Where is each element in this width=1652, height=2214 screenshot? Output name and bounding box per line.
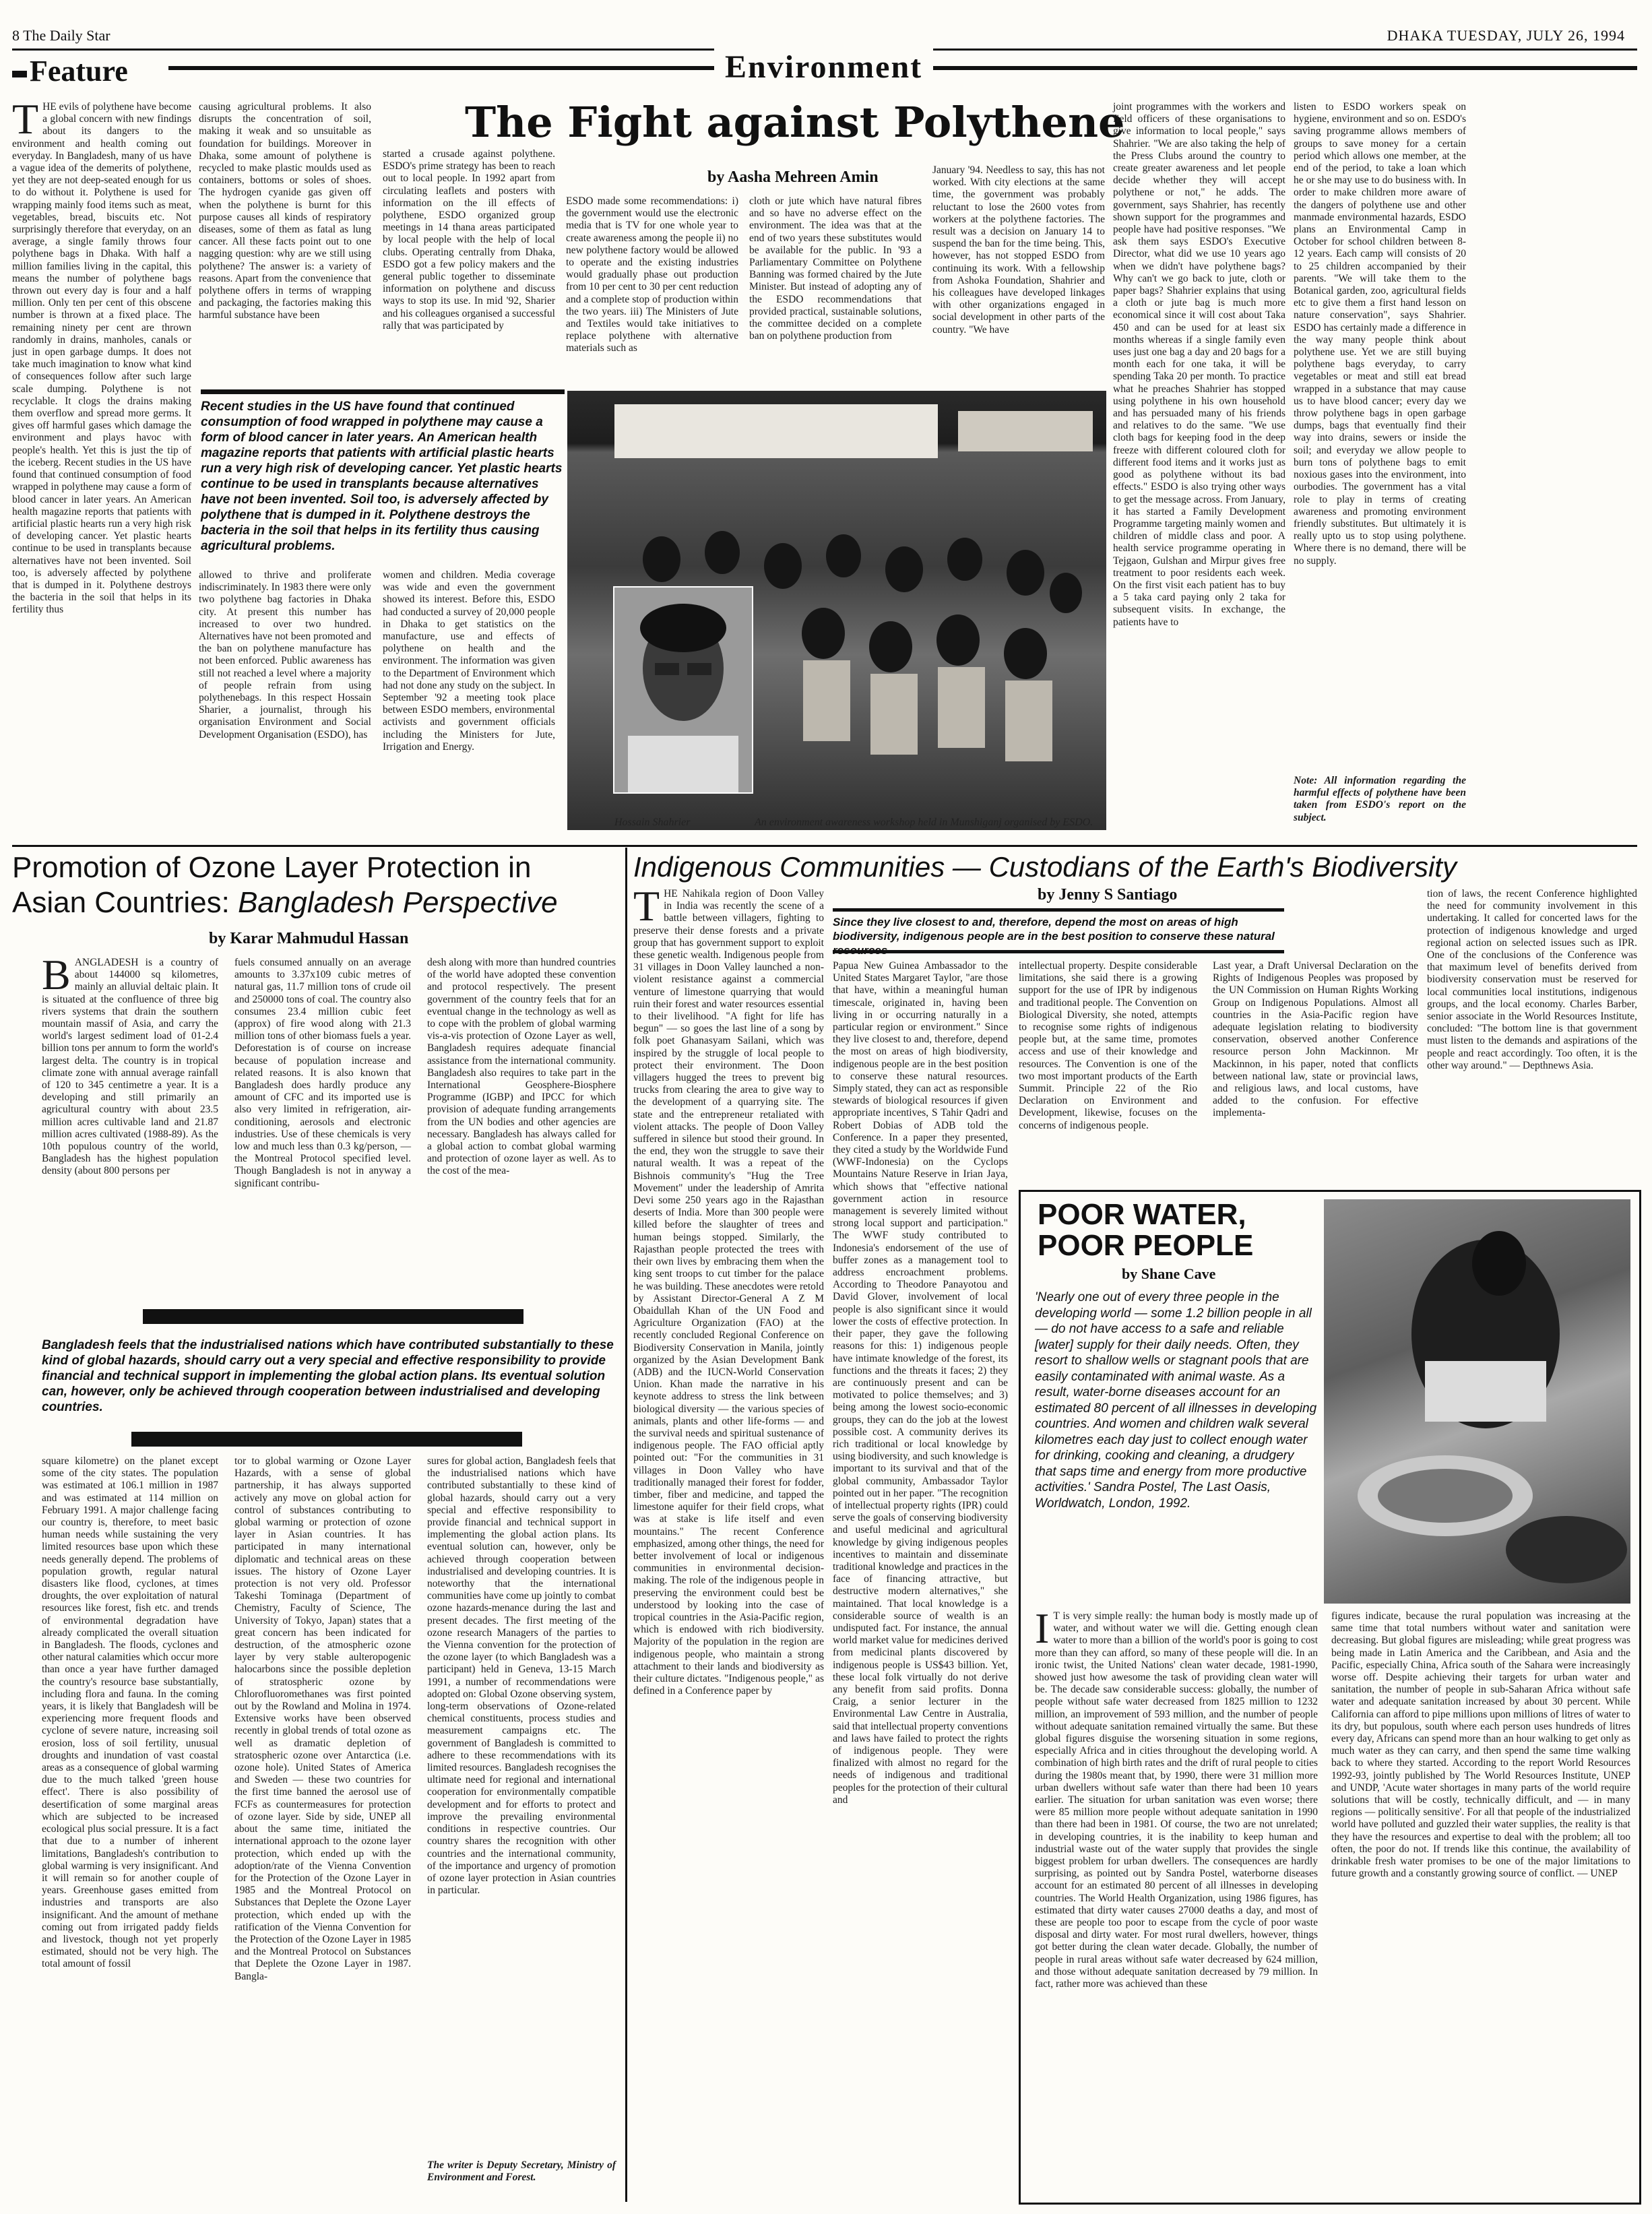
ozone-col-1 [42,951,218,1297]
feature-label [12,54,128,88]
ozone-footer-note: The writer is Deputy Secretary, Ministry of Environment and Forest. [427,2159,616,2184]
polythene-col-8: listen to ESDO workers speak on hygiene, environment and so on. ESDO's saving programme allows members of groups to save money for a certain period which allows one member, at the end of the period, to take a loan which he or she may use to do business with. In order to make children more aware of the dangers of polythene use and other manmade environmental hazards, ESDO plans an Environmental Camp in October for school children between 8-12 years. Each camp will consists of 20 to 25 children accompanied by their parents. "We will take them to the Botanical garden, zoo, agricultural fields etc to give them a first hand lesson on nature conservation", says Shahrier. ESDO has certainly made a difference in the way many people think about polythene use. Yet we are still buying polythene bags everyday, to carry vegetables or meat and still eat bread wrapped in a substance that may cause us to have blood cancer; every day we throw polythene bags in open garbage dumps, bags that eventually find their way into drains, sewers or inside the soil; and everyday we allow people to burn tons of polythene bags to emit noxious gases into the environment, into ourbodies. The government has a vital role to play in terms of creating awareness and promoting environment friendly substitutes. But ultimately it is really upto us to stop using polythene. Where there is no demand, there will be no supply. [1294,101,1466,567]
ozone-col-1-text: ANGLADESH is a country of about 144000 sq kilometres, mainly an alluvial deltaic plain. It is situated at the confluence of three big rivers systems that drain the southern mountain massif of Asia, and carry the world's largest sediment load of 01-2.4 billion tons per annum to form the world's largest delta. The country is in tropical climate zone with annual average rainfall of 120 to 345 centimetre a year. It is a developing and still primarily an agricultural country with about 23.5 million acres cultivable land and 21.87 million acres cultivated (1988-89). As the 10th populous country of the world, Bangladesh has the highest population density (about 800 persons per [42,957,218,1177]
dropcap: T [12,95,39,143]
dateline: DHAKA TUESDAY, JULY 26, 1994 [1387,27,1625,44]
water-col-2: figures indicate, because the rural population was increasing at the same time that total numbers without water and sanitation were decreasing. But global figures are misleading; while great progress was being made in Latin America and the Caribbean, and Asia and the Pacific, especially China, Africa south of the Sahara were increasingly worse off. Despite achieving their targets for urban water and sanitation, the number of people in sub-Saharan Africa without safe water and adequate sanitation increased by about 30 percent. While California can afford to pipe millions upon millions of litres of water to its dry, but populous, south where each person uses hundreds of litres every day, Africans can spend more than an hour walking to get only as much water as they can carry, and then spend the same time walking back to where they started. According to the report World Resources 1992-93, jointly published by The World Resources Institute, UNEP and UNDP, 'Acute water shortages in many parts of the world require solutions that will be costly, technically difficult, and — in many regions — politically sensitive'. For all that people of the industrialized world have polluted and guzzled their water supplies, the reality is that they have the resources and expertise to deal with the problem; all too often, the poor do not. If trends like this continue, the availability of drinkable fresh water promises to be one of the major limitations to future growth and a constantly growing source of conflict. — UNEP [1331,1610,1630,1880]
indigenous-col-5: tion of laws, the recent Conference highlighted the need for community involvement in this undertaking. It called for concerted laws for the protection of indigenous knowledge and urged regional action on selected issues such as IPR. One of the conclusions of the Conference was that maximum level of benefits derived from biodiversity conservation must be reserved for local communities local institutions, indigenous groups, and the local economy. Charles Barber, senior associate in the World Resources Institute, concluded: "The bottom line is that government must listen to the demands and aspirations of the people and react accordingly. Too often, it is the other way around." — Depthnews Asia. [1427,888,1637,1071]
ozone-headline-line1: Promotion of Ozone Layer Protection in [12,851,532,884]
polythene-col-1-text: HE evils of polythene have become a global concern with new findings about its dangers to the environment and health coming out everyday. In Bangladesh, many of us have a vague idea of the demerits of polythene, yet they are not deep-seated enough for us to do without it. Polythene is used for wrapping mainly food items such as meat, vegetables, bread, biscuits etc. Not surprisingly therefore that everyday, on an average, a single family throws four polythene bags in Dhaka. With half a million families living in the capital, this means the number of polythene bags thrown out every day is four and a half million. Only ten per cent of this obscene number is thrown at a fixed place. The remaining ninety per cent are thrown randomly in drains, manholes, canals or just in open garbage dumps. It does not take much imagination to know what kind of consequences follow after such large scale dumping. Polythene is not recyclable. It clogs the drains making them overflow and spread more germs. It gives off harmful gases which damage the environment and plays havoc with people's health. Yet this is just the tip of the iceberg. Recent studies in the US have found that continued consumption of food wrapped in polythene may cause a form of blood cancer in later years. An American health magazine reports that patients with artificial plastic hearts run a very high risk of developing cancer. Yet plastic hearts continue to be used in transplants because alternatives have not been invented. Soil too, is adversely affected by polythene that is dumped in it. Polythene destroys the bacteria in the soil that helps in its fertility thus [12,101,191,616]
ozone-col-5: tor to global warming or Ozone Layer Hazards, with a sense of global partnership, it has always supported actively any move on global action for control of substances contributing to global warming or protection of ozone layer in Asian countries. It has participated in many international diplomatic and technical areas on these issues. The history of Ozone Layer protection is not very old. Professor Takeshi Tominaga (Department of Chemistry, Faculty of Science, The University of Tokyo, Japan) states that a great concern has been indicated for destruction, of the atmospheric ozone layer by very stable aulteropogenic halocarbons since the possible depletion of stratospheric ozone by Chlorofluoromethanes was first pointed out by the Rowland and Molina in 1974. Extensive works have been observed recently in global trends of total ozone as well as dramatic depletion of stratospheric ozone over Antarctica (i.e. ozone hole). United States of America and Sweden — these two countries for the first time banned the aerosol use of FCFs as countermeasures for protection of ozone layer. Side by side, UNEP all about the same time, initiated the international approach to the ozone layer protection, which ended up with the adoption/rate of the Vienna Convention for the Protection of the Ozone Layer in 1985 and the Montreal Protocol on Substances that Deplete the Ozone Layer protection, which ended up with the ratification of the Vienna Convention for the Protection of the Ozone Layer in 1985 and the Montreal Protocol on Substances that Deplete the Ozone Layer in 1987. Bangla- [234,1455,411,1982]
ozone-headline-part-a: Asian Countries: [12,886,239,919]
indigenous-dropcap: T [633,882,660,930]
polythene-col-6: January '94. Needless to say, this has not worked. With city elections at the same time, the government was probably reluctant to lose the 2600 votes from workers at the polythene factories. The result was a decision on January 14 to suspend the ban for the time being. This, however, has not stopped ESDO from continuing its work. With a fellowship from Ashoka Foundation, Shahrier and his colleagues have developed linkages with other organizations engaged in social development in other parts of the country. "We have [932,164,1105,336]
water-photo [1324,1199,1630,1604]
indigenous-col-1-text: HE Nahikala region of Doon Valley in India was recently the scene of a battle between villagers, fighting to preserve their dense forests and a private group that has government support to exploit these genetic wealth. Indigenous people from 31 villages in Doon Valley launched a non-violent resistance against a commercial venture of limestone quarrying that would ruin their forest and water resources essential to their livelihood. "A fight for life has begun" — so goes the last line of a song by folk poet Ghanasyam Sailani, which was inspired by the struggle of local people to protect their environment. The Doon villagers hugged the trees to prevent big trucks from clearing the area to give way to the development of a quarrying site. The state and the entrepreneur retaliated with violent attacks. The people of Doon Valley suffered in silence but stood their ground. In the end, they won the struggle to save their natural wealth. It was a repeat of the Bishnois community's "Hug the Tree Movement" under the leadership of Amrita Devi some 250 years ago in the Rajasthan deserts of India. More than 300 people were killed before the slaughter of trees and human beings stopped. Similarly, the Rajasthan people protected the trees with their own lives by embracing them when the king sent troops to cut timber for the palace he was building. These anecdotes were retold by Assistant Director-General A Z M Obaidullah Khan of the UN Food and Agriculture Organization (FAO) at the recently concluded Regional Conference on Biodiversity Conservation in Manila, jointly organized by the Asian Development Bank (ADB) and the IUCN-World Conservation Union. Khan made the narrative in his keynote address to stress the link between biological diversity — the various species of animals, plants and other life-forms — and the survival needs and spiritual sustenance of indigenous people. The FAO official aptly pointed out: "For the communities in 31 villages in Doon Valley who have traditionally managed their forest for fodder, timber, fiber and medicine, and tapped the limestone aquifer for their field crops, what was at stake is life itself and even mountains." The recent Conference emphasized, among other things, the need for better involvement of local or indigenous communities in environmental decision-making. The role of the indigenous people in preserving the environment could best be understood by looking into the case of tropical countries in the Asia-Pacific region, which is endowed with rich biodiversity. Majority of the population in the region are indigenous people, who maintain a strong attachment to their lands and biodiversity as their culture dictates. "Indigenous people," as defined in a Conference paper by [633,888,824,1697]
ozone-headline [12,850,625,920]
polythene-col-5: cloth or jute which have natural fibres and so have no adverse effect on the environment. The idea was that at the end of two years these substitutes would be available for the public. In '93 a Parliamentary Committee on Polythene Banning was formed chaired by the Jute Minister. But instead of adopting any of the ESDO recommendations that provided practical, sustainable solutions, the committee decided on a complete ban on polythene production from [749,195,922,342]
feature-bar-icon [12,71,27,77]
ozone-col-3: desh along with more than hundred countries of the world have adopted these convention and protocol respectively. The present government of the country feels that for an eventual change in the technology as well as to cope with the problem of global warming vis-a-vis protection of Ozone Layer as well, Bangladesh requires adequate financial assistance from the international community. Bangladesh also requires to take part in the International Geosphere-Biosphere Programme (IGBP) and IPCC for which provision of adequate funding arrangements from the UN bodies and other agencies are necessary. Bangladesh has always called for a global action to combat global warming and protection of ozone layer as well. As to the cost of the mea- [427,957,616,1177]
ozone-headline-part-b: Bangladesh Perspective [238,886,558,919]
ozone-pull-quote: Bangladesh feels that the industrialised nations which have contributed substantially to these kind of global hazards, should carry out a very special and effective responsibility to provide financial and technical support in implementing the global action plans. Its eventual solution can, however, only be achieved through cooperation between industrialised and developing countries. [42,1338,614,1414]
indigenous-col-2: Papua New Guinea Ambassador to the United States Margaret Taylor, "are those that have, within a meaningful human timescale, originated in, having been living in or occurring naturally in a particular region or environment." Since they live closest to and, therefore, depend the most on areas of high biodiversity, indigenous people are in the best position to conserve these natural resources. Simply stated, they can act as responsible stewards of biological resources if given appropriate incentives, S Tahir Qadri and Robert Dobias of ADB told the Conference. In a paper they presented, they cited a study by the Worldwide Fund (WWF-Indonesia) on the Cyclops Mountains Nature Reserve in Irian Jaya, which shows that "effective national government action in resource management is severely limited without strong local support and participation." The WWF study contributed to Indonesia's endorsement of the use of buffer zones as a management tool to address encroachment problems. According to Theodore Panayotou and David Glover, involvement of local people is also significant since it would lower the costs of effective protection. In their paper, they gave the following reasons for this: 1) indigenous people have intimate knowledge of the forest, its functions and the threats it faces; 2) they are continuously present and can be motivated to police themselves; and 3) being among the lowest socio-economic groups, they can do the job at the lowest possible cost. A community derives its rich traditional or local knowledge by using biodiversity, and such knowledge is important to its survival and that of the global community, Ambassador Taylor pointed out in her paper. "The recognition of intellectual property rights (IPR) could serve the goals of conserving biodiversity and useful medicinal and agricultural knowledge by giving indigenous peoples incentives to maintain and disseminate traditional knowledge and practices in the face of financing attractive, but destructive modern alternatives," she maintained. That local knowledge is a considerable source of wealth is an undisputed fact. For instance, the annual world market value for medicines derived from medicinal plants discovered by indigenous people is US$43 billion. Yet, these local folk virtually do not derive any benefit from said profits. Donna Craig, a senior lecturer in the Environmental Law Centre in Australia, said that intellectual property conventions and laws have failed to protect the rights of indigenous people. They were finalized with almost no regard for the needs of indigenous and traditional peoples for the protection of their cultural and [833,960,1008,1806]
polythene-headline: The Fight against Polythene [465,98,1125,147]
column-divider [625,848,627,2202]
ozone-dropcap: B [42,951,71,999]
ozone-pull-bottom-bar [131,1432,522,1447]
pull-quote-top-rule [201,389,565,394]
polythene-col-1 [12,95,191,841]
section-label: Environment [714,49,933,86]
water-quote: 'Nearly one out of every three people in the developing world — some 1.2 billion people in all — do not have access to a safe and reliable [water] supply for their daily needs. Often, they resort to shallow wells or stagnant pools that are easily contaminated with animal waste. As a result, water-borne diseases account for an estimated 80 percent of all illnesses in developing countries. And women and children walk several kilometres each day just to collect enough water for drinking, cooking and cleaning, a drudgery that saps time and energy from more productive activities.' Sandra Postel, The Last Oasis, Worldwatch, London, 1992. [1035,1290,1317,1511]
portrait-photo [613,586,753,794]
water-headline [1038,1199,1253,1261]
ozone-col-2: fuels consumed annually on an average amounts to 3.37x109 cubic metres of natural gas, 11.7 million tons of crude oil and 250000 tons of coal. The country also consumes 23.4 million cubic feet (approx) of fire wood along with 21.3 million tons of other biomass fuels a year. Deforestation is of course on increase because of population increase and related reasons. It is also known that Bangladesh does hardly produce any amount of CFC and its imported use is also very limited in refrigeration, air-conditioning, aerosols and electronic industries. Use of these chemicals is very low and much less than 0.3 kg/person, — the Montreal Protocol specified level. Though Bangladesh is not in anyway a significant contribu- [234,957,411,1189]
water-col-1-text: T is very simple really: the human body is mostly made up of water, and without water we will die. Getting enough clean water to more than a billion of the world's poor is going to cost more than they can afford, so many of these people will die. In an ironic twist, the United Nations' clean water decade, 1981-1990, showed just how awesome the task of providing clean water will be. The decade saw considerable success: globally, the number of people without safe water decreased from 1825 million to 1232 million, an improvement of 593 million, and the number of people without adequate sanitation remained virtually the same. But these global figures disguise the worsening situation in some regions, especially Africa and in cities throughout the developing world. A combination of high birth rates and the drift of rural people to cities during the 1980s meant that, by 1990, there were 31 million more urban dwellers without safe water than there had been 10 years earlier. The situation for urban sanitation was even worse; there were 85 million more people without adequate sanitation in 1990 than there had been in 1981. Of course, the two are not unrelated; in developing countries, it is the inability to keep human and industrial waste out of the water supply that provides the single biggest problem for urban dwellers. The consequences are hardly surprising, as pointed out by Sandra Postel, waterborne diseases account for an estimated 80 percent of all illnesses in developing countries. The World Health Organization, using 1986 figures, has estimated that dirty water causes 27000 deaths a day, and most of these are people too poor to escape from the cycle of poor waste disposal and dirty water. For most rural dwellers, however, things got better during the clean water decade. Globally, the number of people in rural areas without safe water decreased by 624 million, and those without adequate sanitation decreased by 79 million. In fact, rather more was achieved than these [1035,1610,1318,1990]
portrait-photo-art [614,588,752,792]
indigenous-col-3: intellectual property. Despite considerable limitations, she said there is a growing support for the use of IPR by indigenous and traditional people. The Convention on Biological Diversity, she noted, attempts to recognise some rights of indigenous people but, at the same time, promotes access and use of their knowledge and resources. The Convention is one of the two most important products of the Earth Summit. Principle 22 of the Rio Declaration on Environment and Development, likewise, focuses on the concerns of indigenous people. [1019,960,1197,1131]
polythene-pull-quote: Recent studies in the US have found that continued consumption of food wrapped in polythene may cause a form of blood cancer in later years. An American health magazine reports that patients with artificial plastic hearts run a very high risk of developing cancer. Yet plastic hearts continue to be used in transplants because alternatives have not been invented. Soil too, is adversely affected by polythene that is dumped in it. Polythene destroys the bacteria in the soil that helps in its fertility thus causing agricultural problems. [201,400,563,553]
indigenous-pull-bottom-rule [833,950,1284,953]
water-col-1 [1035,1604,1318,2196]
ozone-byline: by Karar Mahmudul Hassan [209,930,409,947]
polythene-col-3: started a crusade against polythene. ESDO's prime strategy has been to reach out to local people. In 1992 apart from circulating leaflets and posters with information on the ill effects of polythene, ESDO organized group meetings in 14 thana areas participated by local people with the help of local clubs. Operating centrally from Dhaka, ESDO got a few policy makers and the general public together to disseminate information on polythene and discuss ways to stop its use. In mid '92, Sharier and his colleagues organised a successful rally that was participated by [383,148,555,331]
water-dropcap: I [1035,1604,1050,1652]
feature-text: Feature [30,55,128,88]
polythene-col-2b: allowed to thrive and proliferate indiscriminately. In 1983 there were only two polythene bag factories in Dhaka city. At present this number has increased to over two hundred. Alternatives have not been promoted and the ban on polythene manufacture has not been enforced. Public awareness has still not reached a level where a majority of people refrain from using polythenebags. In this respect Hossain Sharier, a journalist, through his organisation Environment and Social Development Organisation (ESDO), has [199,569,371,740]
ozone-pull-top-bar [143,1309,523,1324]
indigenous-pull-quote: Since they live closest to and, therefore, depend the most on areas of high biodiversity, indigenous people are in the best position to conserve these natural [833,916,1275,943]
indigenous-col-1 [633,882,824,2201]
mid-rule [12,845,1637,847]
indigenous-byline: by Jenny S Santiago [1038,886,1178,904]
polythene-col-2: causing agricultural problems. It also disrupts the concentration of soil, making it weak and so unsuitable as foundation for buildings. Moreover in Dhaka, some amount of polythene is recycled to make plastic moulds used as containers, bottoms or soles of shoes. The hydrogen cyanide gas given off when the polythene is burnt for this purpose causes all kinds of respiratory diseases, some of them as fatal as lung cancer. All these facts point out to one nagging question: why are we still using polythene? The answer is: a variety of reasons. Apart from the convenience that polythene offers in terms of wrapping and packaging, the factories making this harmful substance have been [199,101,371,321]
indigenous-pull-top-rule [833,908,1284,912]
ozone-col-4: square kilometre) on the planet except some of the city states. The population was estimated at 106.1 million in 1987 and was estimated at 114 million on February 1991. A major challenge facing our country is, therefore, to meet basic human needs while sustaining the very limited resources base upon which these needs generally depend. The problems of population growth, regular natural disasters like flood, cyclones, at times droughts, the over exploitation of natural resources like forest, fish etc. and trends of environmental degradation have already complicated the overall situation in Bangladesh. The floods, cyclones and other natural calamities which occur more than once a year have further damaged the country's resource base substantially, including flora and fauna. In the coming years, it is likely that Bangladesh will be experiencing more frequent floods and cyclone of severe nature, increasing soil erosion, loss of soil fertility, unusual droughts and inundation of vast coastal areas as a consequence of global warming due to the much talked 'green house effect'. There is also possibility of desertification of some marginal areas which are subjected to be increased ecological plus social pressure. It is a fact that due to a number of inherent limitations, Bangladesh's contribution to global warming is very insignificant. And it will remain so for another couple of years. Greenhouse gases emitted from industries and transports are also insignificant. And the amount of methane coming out from irrigated paddy fields and livestock, though not yet properly estimated, should not be very high. The total amount of fossil [42,1455,218,1970]
polythene-col-3b: women and children. Media coverage was wide and even the government showed its interest. Before this, ESDO had conducted a survey of 20,000 people in Dhaka to get statistics on the manufacture, use and effects of polythene on health and the environment. The information was given to the Department of Environment which had not done any study on the subject. In September '92 a meeting took place between ESDO members, environmental activists and government officials including the Ministers for Jute, Irrigation and Energy. [383,569,555,753]
banner-shape-2 [958,411,1093,451]
ozone-col-6: sures for global action, Bangladesh feels that the industrialised nations which have contributed substantially to these kind of global hazards, should carry out a very special and effective responsibility to provide financial and technical support in implementing the global action plans. Its eventual solution can, however, only be achieved through cooperation between industrialised and developing countries. It is noteworthy that the international communities have come up jointly to combat ozone hazards-menance during the last and present decades. The first meeting of the ozone research Managers of the parties to the Vienna convention for the protection of the ozone layer (to which Bangladesh was a participant) held in Geneva, 13-15 March 1991, a number of recommendations were adopted on: Global Ozone observing system, long-term observations of Ozone-related chemical constituents, process studies and measurement campaigns etc. The government of Bangladesh is committed to adhere to these recommendations with its limited resources. Bangladesh recognises the ultimate need for regional and international cooperation for environmentally compatible development and for efforts to protect and improve the prevailing environmental conditions in respective countries. Our country shares the recognition with other countries and the international community, of the importance and urgency of promotion of ozone layer protection in Asian countries in particular. [427,1455,616,1897]
indigenous-col-4: Last year, a Draft Universal Declaration on the Rights of Indigenous Peoples was proposed by the UN Commission on Human Rights Working Group on Indigenous Populations. Almost all countries in the Asia-Pacific region have adequate legislation relating to biodiversity conservation, observed another Conference resource person John Mackinnon. Mr Mackinnon, in his paper, noted that conflicts between national law, state or provincial laws, and religious laws, and local customs, have added to the confusion. For effective implementa- [1213,960,1418,1119]
water-headline-line2: POOR PEOPLE [1038,1229,1254,1262]
portrait-caption: Hossain Shahrier [614,817,691,828]
polythene-col-4: ESDO made some recommendations: i) the government would use the electronic media that is TV for one whole year to create awareness among the people ii) no new polythene factory would be allowed to operate and the existing industries would gradually phase out production from 10 per cent to 30 per cent reduction and a complete stop of production within the two years. iii) The Ministers of Jute and Textiles would take initiatives to replace polythene with alternative materials such as [566,195,738,354]
banner-shape [614,404,938,458]
water-photo-art [1324,1199,1630,1604]
ozone-headline-line2 [12,885,625,920]
polythene-byline: by Aasha Mehreen Amin [707,168,879,186]
workshop-caption: An environment awareness workshop held in Munshiganj organised by ESDO. [755,817,1093,828]
indigenous-headline: Indigenous Communities — Custodians of the Earth's Biodiversity [633,851,1457,883]
water-headline-line1: POOR WATER, [1038,1198,1246,1231]
polythene-note: Note: All information regarding the harmful effects of polythene have been taken from ESDO's report on the subject. [1294,775,1466,823]
polythene-col-7: joint programmes with the workers and field officers of these organisations to give information to local people," says Shahrier. "We are also taking the help of the Press Clubs around the country to create greater awareness and let people decide whether they will accept polythene or not," he adds. The government, says Shahrier, has recently shown support for the programmes and people have had positive responses. "We ask them says ESDO's Executive Director, what did we use 10 years ago when we didn't have polythene bags? Why can't we go back to jute, cloth or paper bags? Shahrier explains that using a cloth or jute bag is much more economical since it will cost about Taka 450 and can be used for at least six months whereas if a single family even uses just one bag a day and 20 bags for a month each for one taka, it will be spending Taka 20 per month. To practice what he preaches Shahrier has stopped using polythene in his own household and has persuaded many of his friends and relatives to do the same. "We use cloth bags for keeping food in the deep freeze with different coloured cloth for different food items and it works just as good as polythene without its bad effects." ESDO is also trying other ways to get the message across. From January, it has started a Family Development Programme targeting mainly women and children of middle class and poor. A health service programme operating in Tejgaon, Gulshan and Mirpur gives free treatment to poor residents each week. On the first visit each patient has to buy a 5 taka card paying only 2 taka for subsequent visits. In exchange, the patients have to [1113,101,1285,628]
water-byline: by Shane Cave [1122,1265,1216,1282]
page-number: 8 The Daily Star [12,27,110,44]
